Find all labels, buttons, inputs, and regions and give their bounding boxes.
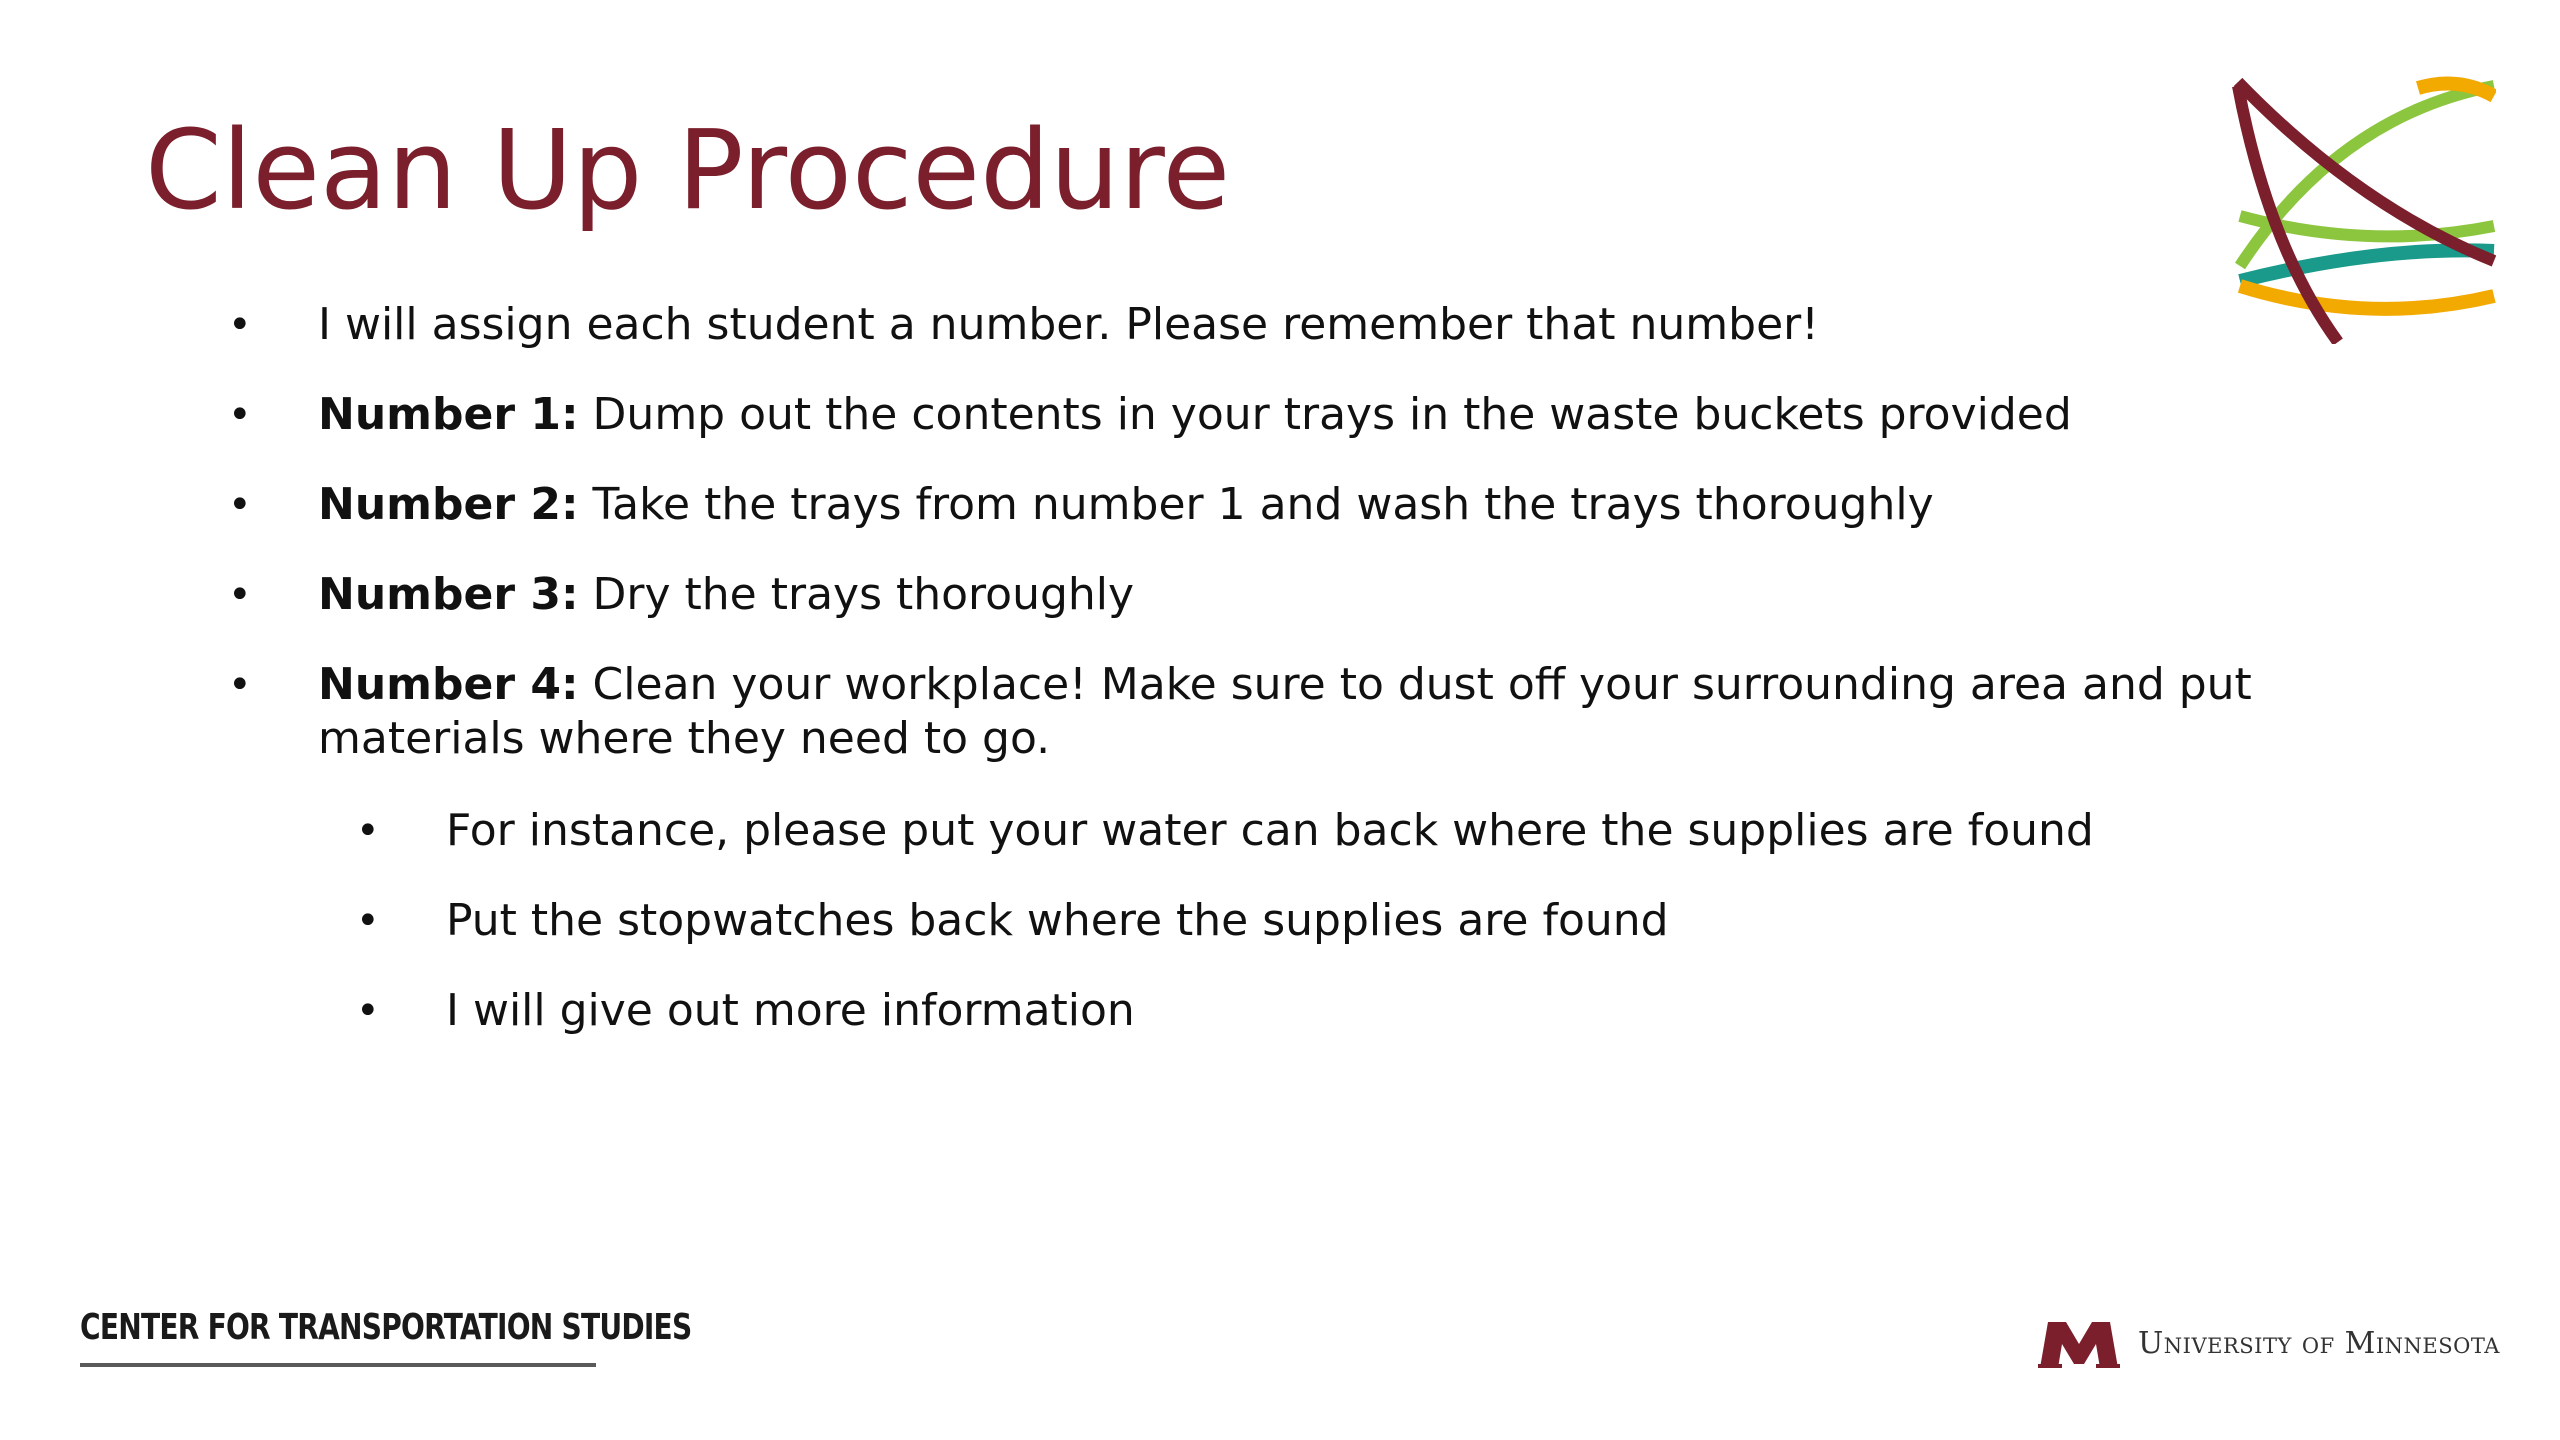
bullet-dot: • <box>356 898 380 944</box>
sub-bullet-text: Put the stopwatches back where the supplies are found <box>446 895 1669 946</box>
umn-logo-text: University of Minnesota <box>2138 1326 2500 1361</box>
bullet-dot: • <box>228 572 252 618</box>
bullet-text: I will assign each student a number. Please remember that number! <box>318 299 1819 350</box>
ribbon-swoosh-logo-icon <box>2228 76 2496 344</box>
bullet-text: Number 2: Take the trays from number 1 and wash the trays thoroughly <box>318 479 1934 530</box>
cts-footer-logo-text: CENTER FOR TRANSPORTATION STUDIES <box>80 1307 692 1348</box>
bullet-dot: • <box>228 392 252 438</box>
bullet-dot: • <box>228 302 252 348</box>
bullet-text: Number 1: Dump out the contents in your trays in the waste buckets provided <box>318 389 2072 440</box>
slide-title: Clean Up Procedure <box>145 106 1231 234</box>
umn-logo <box>2038 1316 2498 1376</box>
bullet-text: Number 4: Clean your workplace! Make sure to dust off your surrounding area and put materials where they need to go. <box>318 659 2252 764</box>
bullet-text: Number 3: Dry the trays thoroughly <box>318 569 1135 620</box>
bullet-dot: • <box>356 808 380 854</box>
bullet-dot: • <box>228 662 252 708</box>
block-m-logo-icon <box>2038 1318 2120 1370</box>
bullet-dot: • <box>356 988 380 1034</box>
sub-bullet-text: I will give out more information <box>446 985 1135 1036</box>
bullet-dot: • <box>228 482 252 528</box>
footer-underline <box>80 1363 596 1367</box>
sub-bullet-text: For instance, please put your water can back where the supplies are found <box>446 805 2094 856</box>
